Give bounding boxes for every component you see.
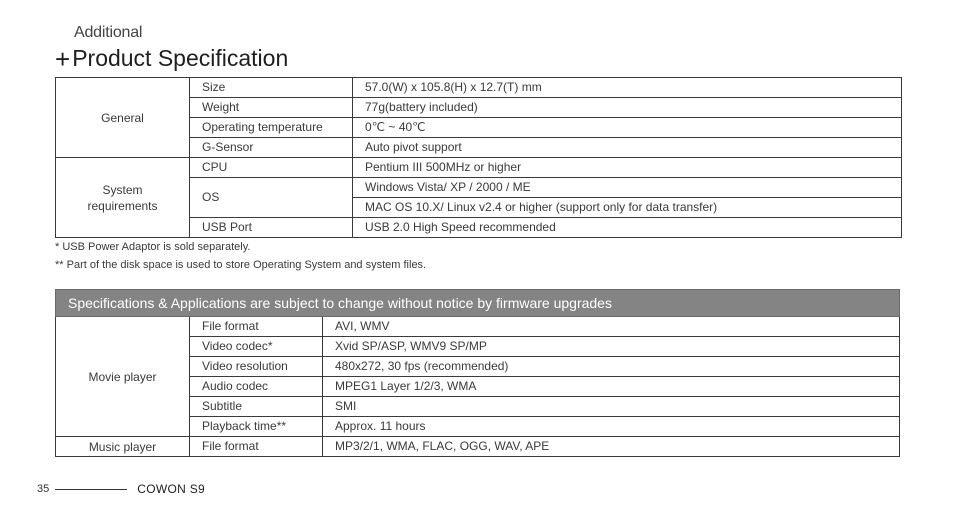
brand-name: COWON S9 [137, 482, 205, 496]
spec-key: Subtitle [190, 397, 323, 417]
group-music-player: Music player [56, 437, 190, 457]
spec-key: Audio codec [190, 377, 323, 397]
spec-value: SMI [323, 397, 900, 417]
page-title-text: Product Specification [72, 45, 289, 71]
footnote-2: ** Part of the disk space is used to store Operating System and system files. [55, 259, 427, 271]
footnote-1: * USB Power Adaptor is sold separately. [55, 241, 251, 253]
page-footer [37, 482, 205, 496]
spec-key: CPU [190, 158, 353, 178]
page-title [55, 45, 288, 72]
spec-key: Weight [190, 98, 353, 118]
spec-key: File format [190, 317, 323, 337]
table-row [56, 437, 900, 457]
spec-value: USB 2.0 High Speed recommended [353, 218, 902, 238]
spec-value: Xvid SP/ASP, WMV9 SP/MP [323, 337, 900, 357]
spec-key: Size [190, 78, 353, 98]
spec-value: MPEG1 Layer 1/2/3, WMA [323, 377, 900, 397]
spec-key: G-Sensor [190, 138, 353, 158]
group-general: General [56, 78, 190, 158]
spec-value: Windows Vista/ XP / 2000 / ME [353, 178, 902, 198]
table-row [56, 317, 900, 337]
spec-value: Approx. 11 hours [323, 417, 900, 437]
table-row [56, 158, 902, 178]
group-movie-player: Movie player [56, 317, 190, 437]
spec-value: 0℃ ~ 40℃ [353, 118, 902, 138]
spec-value: MP3/2/1, WMA, FLAC, OGG, WAV, APE [323, 437, 900, 457]
spec-value: 480x272, 30 fps (recommended) [323, 357, 900, 377]
plus-icon: + [55, 43, 71, 74]
spec-value: 57.0(W) x 105.8(H) x 12.7(T) mm [353, 78, 902, 98]
spec-key: File format [190, 437, 323, 457]
footer-divider [55, 489, 127, 490]
banner-row [56, 290, 900, 317]
spec-key: Playback time** [190, 417, 323, 437]
spec-value: Pentium III 500MHz or higher [353, 158, 902, 178]
spec-value: 77g(battery included) [353, 98, 902, 118]
group-system-requirements [56, 158, 190, 238]
section-label: Additional [74, 24, 143, 41]
group-system-label: System requirements [87, 182, 158, 213]
spec-key: Video codec* [190, 337, 323, 357]
spec-table [55, 77, 902, 238]
page-number: 35 [37, 483, 50, 495]
spec-value: Auto pivot support [353, 138, 902, 158]
spec-value: AVI, WMV [323, 317, 900, 337]
spec-key: OS [190, 178, 353, 218]
spec-value: MAC OS 10.X/ Linux v2.4 or higher (support only for data transfer) [353, 198, 902, 218]
spec-key: USB Port [190, 218, 353, 238]
table-row [56, 78, 902, 98]
notice-banner: Specifications & Applications are subject to change without notice by firmware upgrades [56, 290, 900, 317]
spec-key: Operating temperature [190, 118, 353, 138]
spec-key: Video resolution [190, 357, 323, 377]
applications-table [55, 289, 900, 457]
